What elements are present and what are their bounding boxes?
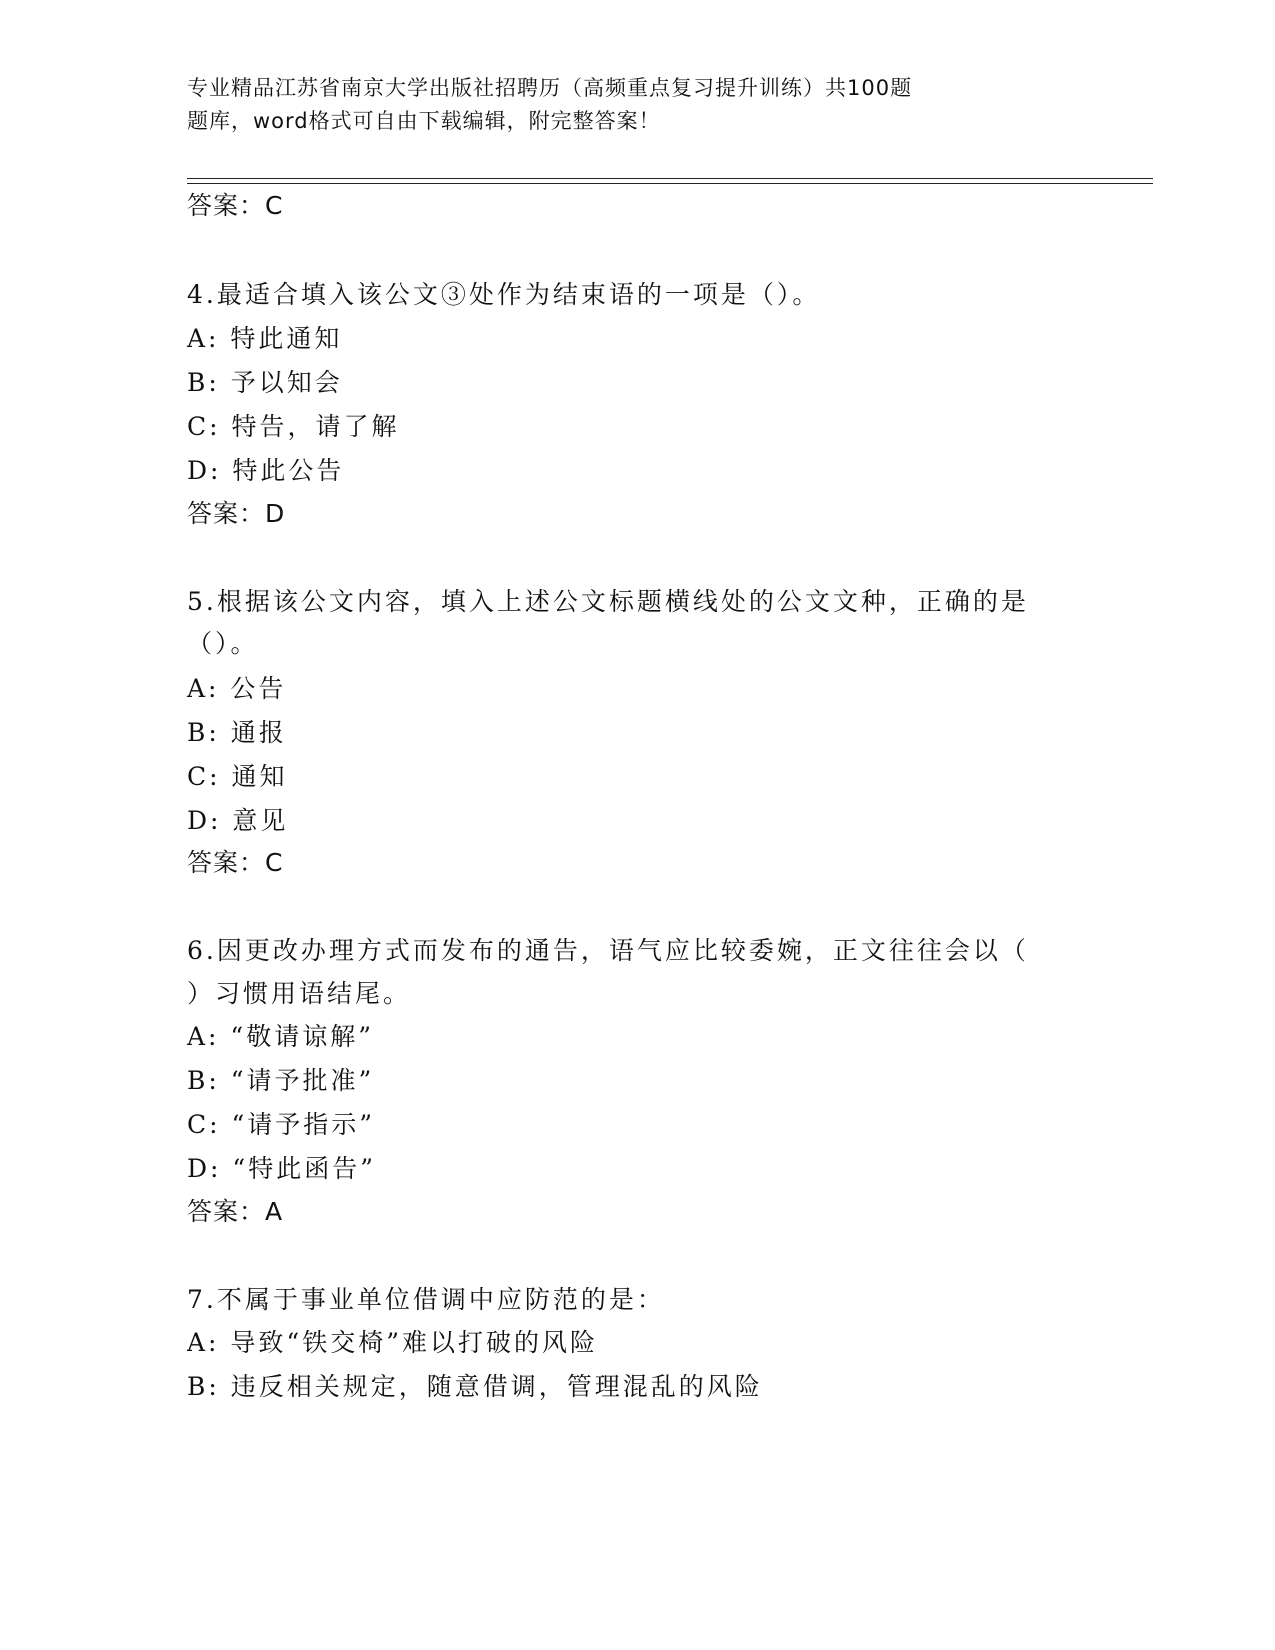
question-4-stem: 4.最适合填入该公文③处作为结束语的一项是（）。 — [187, 280, 821, 309]
question-4-answer: 答案：D — [187, 499, 286, 528]
question-4-option-d: D: 特此公告 — [187, 456, 345, 485]
question-4-option-a: A: 特此通知 — [187, 324, 343, 353]
question-7-stem: 7.不属于事业单位借调中应防范的是： — [187, 1285, 665, 1314]
question-6-option-b: B: “请予批准” — [187, 1066, 375, 1095]
question-6-stem-line-2: ）习惯用语结尾。 — [187, 979, 412, 1008]
page-header — [187, 72, 1027, 138]
question-6-option-d: D: “特此函告” — [187, 1154, 376, 1183]
question-5-answer: 答案：C — [187, 848, 284, 877]
question-4-option-b: B: 予以知会 — [187, 368, 343, 397]
question-6-option-c: C: “请予指示” — [187, 1110, 376, 1139]
question-5-option-c: C: 通知 — [187, 762, 288, 791]
question-6-stem-line-1: 6.因更改办理方式而发布的通告，语气应比较委婉，正文往往会以（ — [187, 936, 1029, 965]
header-line-2: 题库，word格式可自由下载编辑，附完整答案！ — [187, 109, 661, 133]
question-5-stem-line-1: 5.根据该公文内容，填入上述公文标题横线处的公文文种，正确的是 — [187, 587, 1029, 616]
question-5-option-a: A: 公告 — [187, 674, 287, 703]
question-5-option-b: B: 通报 — [187, 718, 287, 747]
question-7-option-b: B: 违反相关规定，随意借调，管理混乱的风险 — [187, 1372, 763, 1401]
question-4-option-c: C: 特告，请了解 — [187, 412, 400, 441]
header-divider — [187, 178, 1153, 184]
question-5-stem-line-2: （）。 — [187, 629, 259, 658]
question-7-option-a: A: 导致“铁交椅”难以打破的风险 — [187, 1328, 598, 1357]
header-line-1: 专业精品江苏省南京大学出版社招聘历（高频重点复习提升训练）共100题 — [187, 76, 913, 100]
question-6-option-a: A: “敬请谅解” — [187, 1022, 374, 1051]
question-6-answer: 答案：A — [187, 1197, 284, 1226]
previous-answer: 答案：C — [187, 191, 284, 220]
question-5-option-d: D: 意见 — [187, 806, 289, 835]
